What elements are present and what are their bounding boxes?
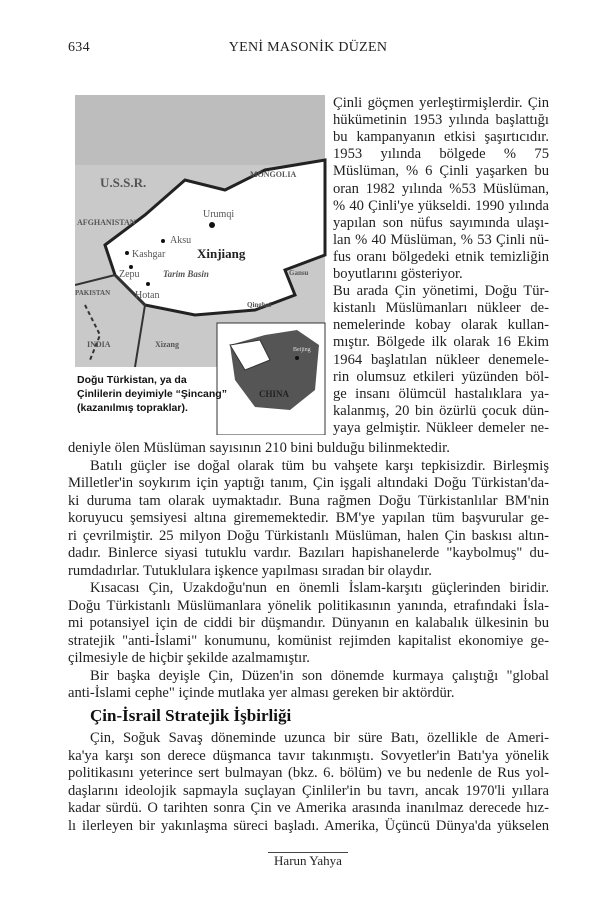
body-line: Milletler'in soykırım için yaptığı tanım, Çin işgali altındaki Doğu Türkistan'da- [68,475,549,491]
body-line: Kısacası Çin, Uzakdoğu'nun en önemli İslam-karşıtı güçlerinden biridir. [90,580,549,596]
right-column-line: nemelerinde kobay olarak kullan- [333,317,549,334]
running-header: YENİ MASONİK DÜZEN [228,40,388,55]
map-label: Tarim Basin [163,269,209,279]
map-label: U.S.S.R. [100,175,147,190]
right-column-line: 1953 yılında bölgede % 75 [333,146,549,163]
section-line: kadar sürdü. O tarihten sonra Çin ve Amerika arasında inanılmaz derecede hız- [68,800,549,816]
map-label: AFGHANISTAN [77,218,136,227]
right-column-line: hükümetinin 1953 yılında başlattığı [333,112,549,129]
map-label: Xinjiang [197,246,246,261]
body-line: rumdadırlar. Tutuklulara işkence yapılması sıradan bir olaydır. [68,562,432,579]
section-heading: Çin-İsrail Stratejik İşbirliği [90,706,292,725]
section-line: lı ilerleyen bir yakınlaşma süreci başladı. Amerika, Üçüncü Dünya'da yükselen [68,817,549,834]
section-line: Çin, Soğuk Savaş döneminde uzunca bir süre Batı, özellikle de Ameri- [90,730,549,746]
right-column-line: kistanlı Müslümanları nükleer de- [333,300,549,317]
map-label: Aksu [170,235,192,246]
map-label: CHINA [259,389,290,399]
map-caption: (kazanılmış topraklar). [77,402,188,414]
right-column-line: bu kampanyanın etkisi şaşırtıcıdır. [333,129,549,146]
right-column-line: lan % 40 Müslüman, % 53 Çinli nü- [333,231,549,248]
map-label: Xizang [155,340,179,349]
map-caption: Çinlilerin deyimiyle “Şincang” [77,388,227,400]
body-line: deniyle ölen Müslüman sayısının 210 bini bulduğu bilinmektedir. [68,440,450,456]
map-label: Hotan [135,290,160,301]
right-column-line: boyutlarını gösteriyor. [333,266,463,282]
right-column-line: yapılan son nüfus sayımında ulaşı- [333,214,549,231]
right-column-line: fus oranı bölgedeki etnik temizliğin [333,248,549,265]
body-line: ri çevrilmiştir. 25 milyon Doğu Türkistanlı Müslüman, halen Çin baskısı altın- [68,527,549,544]
map-label: Zepu [119,269,140,280]
body-line: Doğu Türkistanlı Müslümanlara yönelik politikasının yanında, etrafındaki İsla- [68,597,549,614]
right-column-line: Müslüman, % 6 Çinli yaşarken bu [333,163,549,180]
map-label: Urumqi [203,209,235,220]
page-number: 634 [68,40,90,55]
body-line: mi potansiyel için de ciddi bir düşmandır. Dünyanın en kalabalık ülkesinin bu [68,615,549,631]
china-inset-map [217,323,325,435]
body-line: koruyucu şemsiyesi altına girememektedir. BM'ye yapılan tüm başvurular ge- [68,510,549,526]
right-column-line: mıştır. Bölgede ilk olarak 16 Ekim [333,334,549,351]
body-line: ki duruma tam olarak uymaktadır. Buna rağmen Doğu Türkistanlılar BM'nin [68,492,549,509]
body-line: dadır. Binlerce siyasi tutuklu vardır. Bazıları hapishanelerde "kaybolmuş" du- [68,545,549,561]
section-line: daşlarını ideolojik sapmayla suçlayan Çinliler'in bu tavrı, ancak 1970'li yıllara [68,782,549,799]
map-label: Kashgar [132,249,166,260]
right-column-line: Bu arada Çin yönetimi, Doğu Tür- [333,283,549,300]
right-column-line: 1964 başlatılan nükleer denemele- [333,351,549,368]
body-line: stratejik "anti-İslami" konumunu, komünist rejimden kapitalist ekonomiye ge- [68,632,549,649]
body-line: Bir başka deyişle Çin, Düzen'in son dönemde kurmaya çalıştığı "global [90,667,549,684]
right-column-line: rin olumsuz etkileri yüzünden böl- [333,368,549,385]
body-line: anti-İslami cephe" içinde mutlaka yer alması gereken bir aktördür. [68,685,455,701]
body-line: çilmesiyle de hiçbir şekilde azalmamıştır. [68,650,310,666]
map-label: PAKISTAN [75,289,111,297]
body-line: Batılı güçler ise doğal olarak tüm bu vahşete karşı tepkisizdir. Birleşmiş [90,457,549,474]
map-label: MONGOLIA [250,170,297,179]
map-caption: Doğu Türkistan, ya da [77,374,187,386]
right-column-line: yaya gelmiştir. Nükleer demeler ne- [333,419,549,436]
map-label: INDIA [87,340,111,349]
map-label: Beijing [293,347,311,353]
footer-author: Harun Yahya [268,852,348,868]
section-line: politikasını yeterince sert bulmayan (bkz. 6. bölüm) ve bu nedenle de Rus yol- [68,765,549,781]
footer [0,853,616,869]
right-column-line: Çinli göçmen yerleştirmişlerdir. Çin [333,95,549,111]
map-label: Gansu [289,269,309,277]
right-column-line: % 40 Çinli'ye yükseldi. 1990 yılında [333,197,549,214]
section-line: ka'ya karşı son derece düşmanca tavır takınmıştı. Sovyetler'in Batı'ya yönelik [68,747,549,764]
map-label: Qinghai [247,301,272,309]
right-column-line: kalanmış, 20 bin özürlü çocuk dün- [333,402,549,419]
right-column-line: ge insanı ölümcül hastalıklara ya- [333,385,549,402]
right-column-line: oran 1982 yılında %53 Müslüman, [333,180,549,197]
